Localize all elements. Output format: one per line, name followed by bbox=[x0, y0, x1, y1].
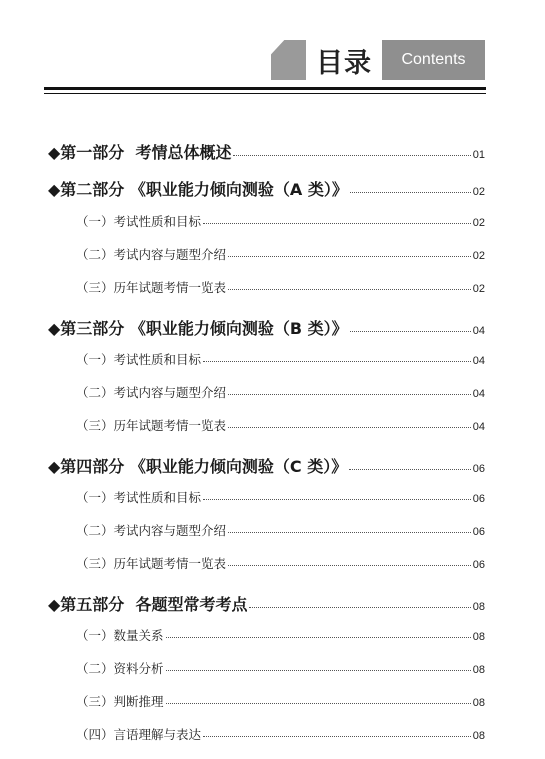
toc-subsection-entry[interactable] bbox=[76, 692, 485, 710]
toc-entry-label: （二）资料分析 bbox=[76, 661, 164, 676]
toc-entry-label: ◆第一部分 考情总体概述 bbox=[48, 143, 232, 162]
toc-entry-label: （三）历年试题考情一览表 bbox=[76, 280, 227, 295]
dot-leader bbox=[233, 154, 470, 156]
toc-entry-label: （二）考试内容与题型介绍 bbox=[76, 523, 227, 538]
toc-entry-label: （二）考试内容与题型介绍 bbox=[76, 385, 227, 400]
toc-subsection-entry[interactable] bbox=[76, 725, 485, 743]
dot-leader bbox=[203, 222, 471, 224]
dot-leader bbox=[166, 669, 471, 671]
dot-leader bbox=[228, 255, 471, 257]
toc-section-entry[interactable] bbox=[48, 140, 485, 163]
dot-leader bbox=[166, 636, 471, 638]
toc-page-number: 06 bbox=[472, 526, 485, 538]
dot-leader bbox=[203, 735, 471, 737]
toc-section-entry[interactable] bbox=[48, 454, 485, 477]
dot-leader bbox=[349, 468, 471, 470]
toc-entry-label: （三）判断推理 bbox=[76, 694, 164, 709]
toc-subsection-entry[interactable] bbox=[76, 521, 485, 539]
toc-subsection-entry[interactable] bbox=[76, 416, 485, 434]
toc-subsection-entry[interactable] bbox=[76, 659, 485, 677]
toc-section-entry[interactable] bbox=[48, 316, 485, 339]
toc-subsection-entry[interactable] bbox=[76, 554, 485, 572]
dot-leader bbox=[228, 393, 471, 395]
toc-page-number: 06 bbox=[472, 463, 485, 475]
toc-entry-label: ◆第二部分 《职业能力倾向测验（A 类）》 bbox=[48, 180, 348, 199]
toc-page-number: 08 bbox=[472, 730, 485, 742]
toc-entry-label: （四）言语理解与表达 bbox=[76, 727, 202, 742]
toc-page-number: 06 bbox=[472, 559, 485, 571]
dot-leader bbox=[228, 426, 471, 428]
dot-leader bbox=[350, 330, 471, 332]
page-title: 目录 bbox=[316, 47, 372, 79]
toc-section-entry[interactable] bbox=[48, 592, 485, 615]
toc-page-number: 06 bbox=[472, 493, 485, 505]
dot-leader bbox=[350, 191, 471, 193]
toc-entry-label: （一）考试性质和目标 bbox=[76, 490, 202, 505]
toc-page-number: 04 bbox=[472, 355, 485, 367]
dot-leader bbox=[166, 702, 471, 704]
toc-subsection-entry[interactable] bbox=[76, 626, 485, 644]
toc-page-number: 08 bbox=[472, 697, 485, 709]
toc-subsection-entry[interactable] bbox=[76, 350, 485, 368]
toc-page-number: 08 bbox=[472, 601, 485, 613]
toc-page-number: 02 bbox=[472, 186, 485, 198]
header-rule-thin bbox=[44, 93, 486, 94]
toc-page-number: 08 bbox=[472, 631, 485, 643]
toc-page-number: 02 bbox=[472, 250, 485, 262]
dot-leader bbox=[228, 288, 471, 290]
toc-page-number: 08 bbox=[472, 664, 485, 676]
toc-header bbox=[0, 40, 545, 82]
toc-entry-label: （一）数量关系 bbox=[76, 628, 164, 643]
toc-page-number: 04 bbox=[472, 388, 485, 400]
toc-subsection-entry[interactable] bbox=[76, 212, 485, 230]
toc-page-number: 04 bbox=[472, 421, 485, 433]
contents-label: Contents bbox=[382, 40, 485, 80]
toc-page-number: 02 bbox=[472, 217, 485, 229]
header-tab-decoration bbox=[271, 40, 306, 80]
toc-entry-label: ◆第四部分 《职业能力倾向测验（C 类）》 bbox=[48, 457, 348, 476]
toc-page-number: 04 bbox=[472, 325, 485, 337]
toc-entry-label: （三）历年试题考情一览表 bbox=[76, 418, 227, 433]
toc-section-entry[interactable] bbox=[48, 177, 485, 200]
dot-leader bbox=[203, 360, 471, 362]
toc-subsection-entry[interactable] bbox=[76, 278, 485, 296]
toc-entry-label: （一）考试性质和目标 bbox=[76, 352, 202, 367]
toc-entry-label: （三）历年试题考情一览表 bbox=[76, 556, 227, 571]
toc-subsection-entry[interactable] bbox=[76, 245, 485, 263]
toc-entry-label: （二）考试内容与题型介绍 bbox=[76, 247, 227, 262]
dot-leader bbox=[249, 606, 470, 608]
toc-entry-label: ◆第三部分 《职业能力倾向测验（B 类）》 bbox=[48, 319, 348, 338]
dot-leader bbox=[228, 564, 471, 566]
toc-entry-label: （一）考试性质和目标 bbox=[76, 214, 202, 229]
header-rule-thick bbox=[44, 87, 486, 90]
toc-page-number: 02 bbox=[472, 283, 485, 295]
dot-leader bbox=[228, 531, 471, 533]
toc-entry-label: ◆第五部分 各题型常考考点 bbox=[48, 595, 248, 614]
toc-subsection-entry[interactable] bbox=[76, 383, 485, 401]
toc-subsection-entry[interactable] bbox=[76, 488, 485, 506]
dot-leader bbox=[203, 498, 471, 500]
toc-page-number: 01 bbox=[472, 149, 485, 161]
